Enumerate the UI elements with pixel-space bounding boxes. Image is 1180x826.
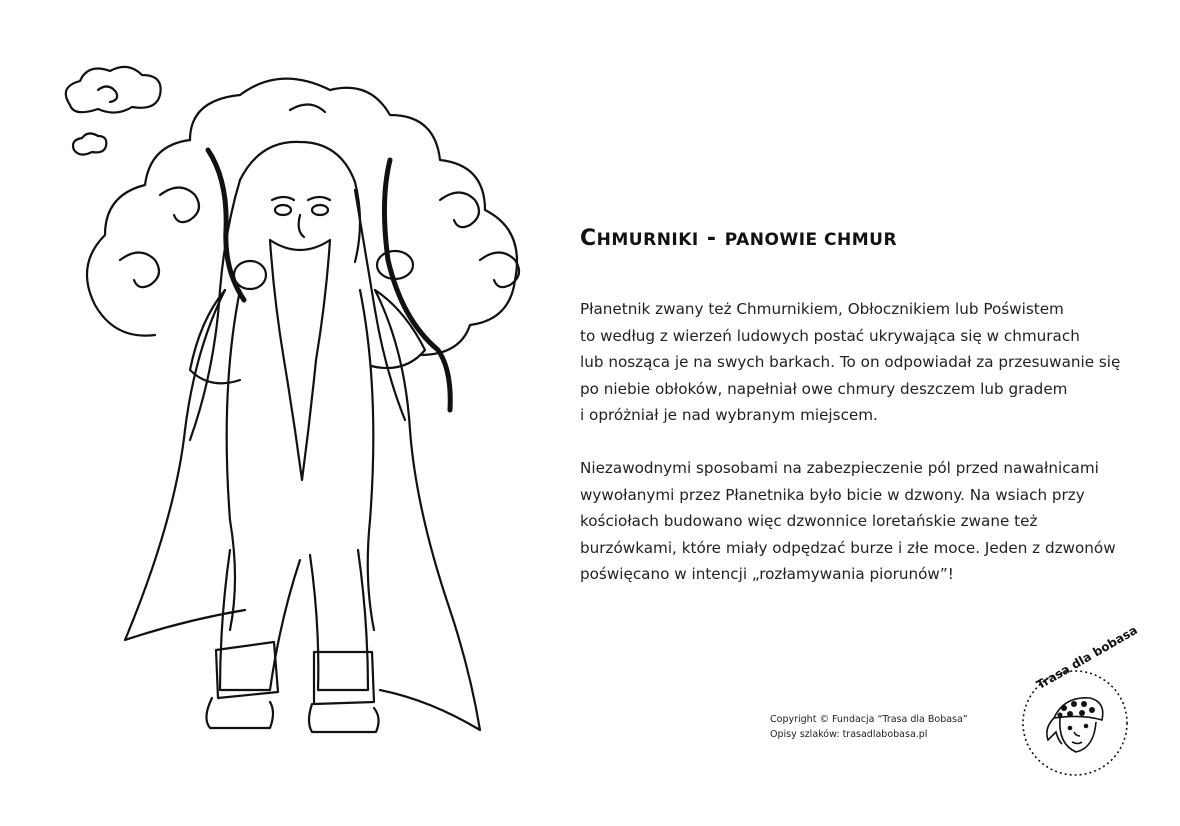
figure-legs bbox=[206, 550, 378, 732]
logo-text: Trasa dla bobasa bbox=[1034, 622, 1140, 693]
page-title: CHMURNIKI - PANOWIE CHMUR bbox=[580, 226, 898, 251]
paragraph-line: i opróżniał je nad wybranym miejscem. bbox=[580, 406, 878, 424]
paragraph-line: to według z wierzeń ludowych postać ukrywająca się w chmurach bbox=[580, 326, 1080, 345]
figure-robe bbox=[125, 251, 480, 730]
footer bbox=[770, 712, 968, 742]
planetnik-illustration bbox=[40, 50, 540, 770]
trails-credit: Opisy szlaków: trasadlabobasa.pl bbox=[770, 729, 928, 740]
paragraph-line: Niezawodnymi sposobami na zabezpieczenie pól przed nawałnicami bbox=[580, 459, 1099, 477]
description-paragraph-1 bbox=[580, 296, 1140, 429]
paragraph-line: poświęcano w intencji „rozłamywania piorunów”! bbox=[580, 565, 954, 583]
tiny-cloud-icon bbox=[73, 133, 106, 154]
paragraph-line: po niebie obłoków, napełniał owe chmury deszczem lub gradem bbox=[580, 379, 1068, 398]
paragraph-line: lub nosząca je na swych barkach. To on odpowiadał za przesuwanie się bbox=[580, 353, 1121, 371]
copyright-text: Copyright © Fundacja “Trasa dla Bobasa” bbox=[770, 714, 968, 725]
paragraph-line: kościołach budowano więc dzwonnice loretańskie zwane też bbox=[580, 512, 1038, 530]
small-cloud-icon bbox=[66, 67, 161, 113]
paragraph-line: wywołanymi przez Płanetnika było bicie w dzwony. Na wsiach przy bbox=[580, 485, 1085, 504]
paragraph-line: burzówkami, które miały odpędzać burze i złe moce. Jeden z dzwonów bbox=[580, 538, 1116, 557]
paragraph-line: Płanetnik zwany też Chmurnikiem, Obłocznikiem lub Poświstem bbox=[580, 300, 1064, 318]
description-paragraph-2 bbox=[580, 455, 1140, 588]
big-cloud-icon bbox=[87, 79, 519, 355]
